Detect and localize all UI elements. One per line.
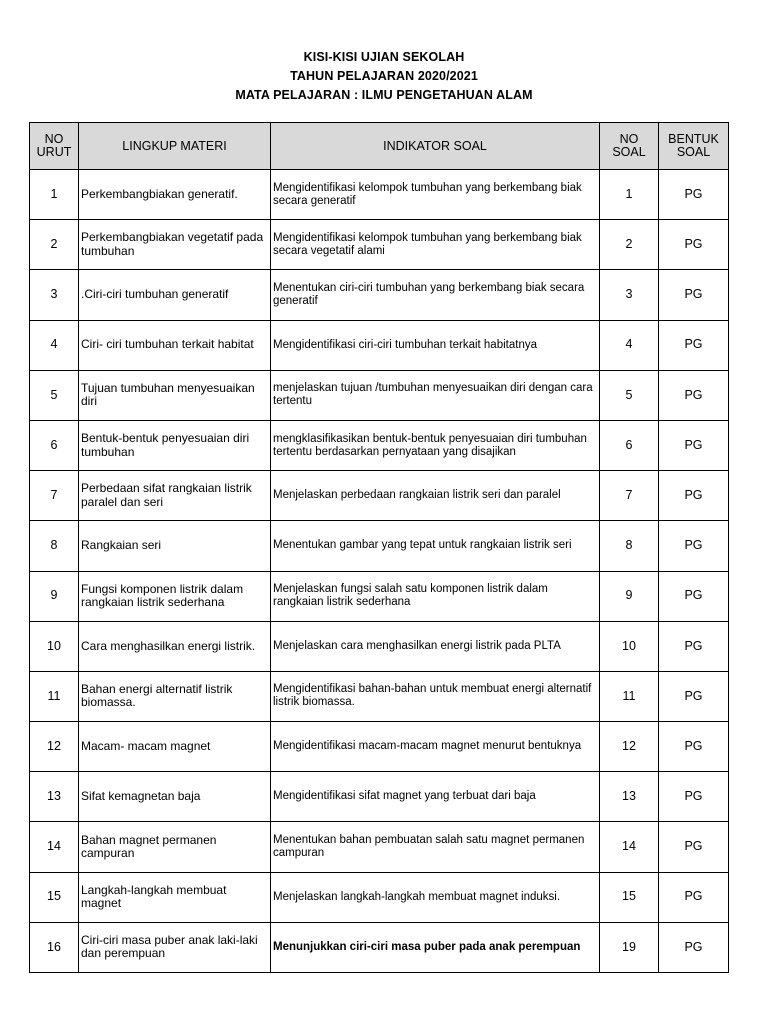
cell-no-urut: 5 bbox=[30, 370, 79, 420]
cell-indikator-soal: Menentukan ciri-ciri tumbuhan yang berkembang biak secara generatif bbox=[271, 270, 600, 320]
cell-indikator-soal: Mengidentifikasi kelompok tumbuhan yang berkembang biak secara vegetatif alami bbox=[271, 220, 600, 270]
table-row bbox=[30, 571, 729, 621]
header-bentuk-soal: BENTUK SOAL bbox=[659, 123, 729, 170]
table-row bbox=[30, 270, 729, 320]
cell-no-soal: 19 bbox=[600, 922, 659, 972]
cell-indikator-soal: Menunjukkan ciri-ciri masa puber pada anak perempuan bbox=[271, 922, 600, 972]
document-academic-year: TAHUN PELAJARAN 2020/2021 bbox=[290, 69, 478, 83]
cell-lingkup-materi: Ciri-ciri masa puber anak laki-laki dan perempuan bbox=[79, 922, 271, 972]
cell-bentuk-soal: PG bbox=[659, 722, 729, 772]
table-row bbox=[30, 671, 729, 721]
cell-no-urut: 14 bbox=[30, 822, 79, 872]
cell-indikator-soal: Menentukan bahan pembuatan salah satu magnet permanen campuran bbox=[271, 822, 600, 872]
cell-bentuk-soal: PG bbox=[659, 320, 729, 370]
cell-no-soal: 6 bbox=[600, 420, 659, 470]
header-indikator-soal: INDIKATOR SOAL bbox=[271, 123, 600, 170]
cell-lingkup-materi: Tujuan tumbuhan menyesuaikan diri bbox=[79, 370, 271, 420]
table-row bbox=[30, 872, 729, 922]
cell-bentuk-soal: PG bbox=[659, 370, 729, 420]
table-row bbox=[30, 370, 729, 420]
cell-indikator-soal: Mengidentifikasi bahan-bahan untuk membuat energi alternatif listrik biomassa. bbox=[271, 671, 600, 721]
table-row bbox=[30, 822, 729, 872]
cell-no-urut: 4 bbox=[30, 320, 79, 370]
cell-no-soal: 3 bbox=[600, 270, 659, 320]
cell-bentuk-soal: PG bbox=[659, 621, 729, 671]
cell-bentuk-soal: PG bbox=[659, 922, 729, 972]
cell-indikator-soal: Menjelaskan perbedaan rangkaian listrik seri dan paralel bbox=[271, 471, 600, 521]
cell-bentuk-soal: PG bbox=[659, 420, 729, 470]
cell-indikator-soal: Menentukan gambar yang tepat untuk rangkaian listrik seri bbox=[271, 521, 600, 571]
cell-no-urut: 11 bbox=[30, 671, 79, 721]
cell-indikator-soal: Mengidentifikasi ciri-ciri tumbuhan terkait habitatnya bbox=[271, 320, 600, 370]
cell-no-urut: 12 bbox=[30, 722, 79, 772]
cell-indikator-soal: menjelaskan tujuan /tumbuhan menyesuaikan diri dengan cara tertentu bbox=[271, 370, 600, 420]
cell-lingkup-materi: Perkembangbiakan generatif. bbox=[79, 170, 271, 220]
cell-indikator-soal: mengklasifikasikan bentuk-bentuk penyesuaian diri tumbuhan tertentu berdasarkan pernyataan yang disajikan bbox=[271, 420, 600, 470]
cell-no-soal: 14 bbox=[600, 822, 659, 872]
cell-no-urut: 3 bbox=[30, 270, 79, 320]
cell-no-urut: 1 bbox=[30, 170, 79, 220]
cell-bentuk-soal: PG bbox=[659, 872, 729, 922]
cell-lingkup-materi: Fungsi komponen listrik dalam rangkaian listrik sederhana bbox=[79, 571, 271, 621]
cell-no-urut: 10 bbox=[30, 621, 79, 671]
table-row bbox=[30, 722, 729, 772]
cell-indikator-soal: Menjelaskan fungsi salah satu komponen listrik dalam rangkaian listrik sederhana bbox=[271, 571, 600, 621]
cell-no-soal: 9 bbox=[600, 571, 659, 621]
header-no-urut: NO URUT bbox=[30, 123, 79, 170]
document-subject: MATA PELAJARAN : ILMU PENGETAHUAN ALAM bbox=[235, 88, 533, 102]
cell-lingkup-materi: Macam- macam magnet bbox=[79, 722, 271, 772]
cell-no-soal: 1 bbox=[600, 170, 659, 220]
cell-no-urut: 2 bbox=[30, 220, 79, 270]
cell-lingkup-materi: Ciri- ciri tumbuhan terkait habitat bbox=[79, 320, 271, 370]
cell-bentuk-soal: PG bbox=[659, 471, 729, 521]
cell-lingkup-materi: Sifat kemagnetan baja bbox=[79, 772, 271, 822]
cell-no-soal: 13 bbox=[600, 772, 659, 822]
table-body bbox=[30, 170, 729, 973]
cell-bentuk-soal: PG bbox=[659, 270, 729, 320]
table-row bbox=[30, 471, 729, 521]
cell-lingkup-materi: Rangkaian seri bbox=[79, 521, 271, 571]
cell-no-urut: 13 bbox=[30, 772, 79, 822]
table-row bbox=[30, 320, 729, 370]
cell-no-urut: 7 bbox=[30, 471, 79, 521]
cell-lingkup-materi: Cara menghasilkan energi listrik. bbox=[79, 621, 271, 671]
table-row bbox=[30, 922, 729, 972]
cell-no-soal: 8 bbox=[600, 521, 659, 571]
table-row bbox=[30, 772, 729, 822]
cell-no-soal: 7 bbox=[600, 471, 659, 521]
cell-indikator-soal: Menjelaskan langkah-langkah membuat magnet induksi. bbox=[271, 872, 600, 922]
cell-lingkup-materi: Perkembangbiakan vegetatif pada tumbuhan bbox=[79, 220, 271, 270]
table-row bbox=[30, 170, 729, 220]
header-no-soal: NO SOAL bbox=[600, 123, 659, 170]
document-title: KISI-KISI UJIAN SEKOLAH bbox=[303, 50, 465, 64]
cell-bentuk-soal: PG bbox=[659, 772, 729, 822]
cell-no-soal: 10 bbox=[600, 621, 659, 671]
document-header bbox=[0, 48, 768, 105]
cell-indikator-soal: Mengidentifikasi kelompok tumbuhan yang berkembang biak secara generatif bbox=[271, 170, 600, 220]
cell-no-soal: 5 bbox=[600, 370, 659, 420]
cell-lingkup-materi: Bahan magnet permanen campuran bbox=[79, 822, 271, 872]
cell-no-urut: 6 bbox=[30, 420, 79, 470]
cell-no-urut: 8 bbox=[30, 521, 79, 571]
cell-no-urut: 9 bbox=[30, 571, 79, 621]
cell-no-soal: 15 bbox=[600, 872, 659, 922]
cell-no-urut: 15 bbox=[30, 872, 79, 922]
cell-no-urut: 16 bbox=[30, 922, 79, 972]
cell-bentuk-soal: PG bbox=[659, 671, 729, 721]
cell-bentuk-soal: PG bbox=[659, 571, 729, 621]
cell-bentuk-soal: PG bbox=[659, 220, 729, 270]
cell-bentuk-soal: PG bbox=[659, 170, 729, 220]
cell-no-soal: 11 bbox=[600, 671, 659, 721]
cell-indikator-soal: Menjelaskan cara menghasilkan energi listrik pada PLTA bbox=[271, 621, 600, 671]
cell-lingkup-materi: .Ciri-ciri tumbuhan generatif bbox=[79, 270, 271, 320]
cell-no-soal: 4 bbox=[600, 320, 659, 370]
cell-indikator-soal: Mengidentifikasi macam-macam magnet menurut bentuknya bbox=[271, 722, 600, 772]
cell-indikator-soal: Mengidentifikasi sifat magnet yang terbuat dari baja bbox=[271, 772, 600, 822]
cell-bentuk-soal: PG bbox=[659, 822, 729, 872]
header-lingkup-materi: LINGKUP MATERI bbox=[79, 123, 271, 170]
cell-lingkup-materi: Perbedaan sifat rangkaian listrik paralel dan seri bbox=[79, 471, 271, 521]
cell-no-soal: 12 bbox=[600, 722, 659, 772]
table-row bbox=[30, 220, 729, 270]
cell-lingkup-materi: Bentuk-bentuk penyesuaian diri tumbuhan bbox=[79, 420, 271, 470]
cell-no-soal: 2 bbox=[600, 220, 659, 270]
table-row bbox=[30, 521, 729, 571]
cell-lingkup-materi: Bahan energi alternatif listrik biomassa. bbox=[79, 671, 271, 721]
cell-lingkup-materi: Langkah-langkah membuat magnet bbox=[79, 872, 271, 922]
table-row bbox=[30, 420, 729, 470]
table-header-row bbox=[30, 123, 729, 170]
kisi-kisi-table bbox=[29, 122, 729, 973]
table-row bbox=[30, 621, 729, 671]
cell-bentuk-soal: PG bbox=[659, 521, 729, 571]
